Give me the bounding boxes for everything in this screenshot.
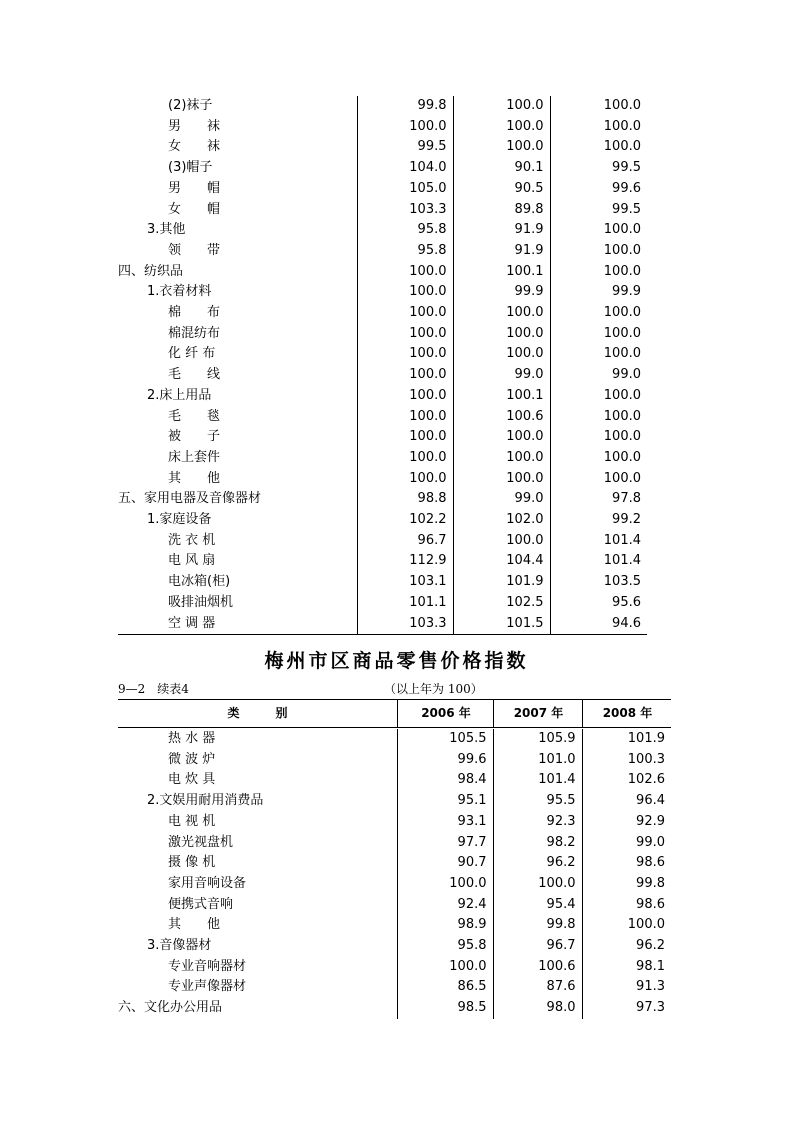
value-2007: 100.0 bbox=[453, 303, 550, 324]
header-2007: 2007 年 bbox=[493, 700, 583, 727]
value-2008: 98.6 bbox=[582, 895, 671, 916]
value-2008: 100.0 bbox=[550, 324, 647, 345]
value-2007: 90.5 bbox=[453, 179, 550, 200]
table-row bbox=[118, 572, 647, 593]
value-2006: 100.0 bbox=[357, 407, 453, 428]
value-2007: 91.9 bbox=[453, 241, 550, 262]
value-2006: 112.9 bbox=[357, 551, 453, 572]
table-row bbox=[118, 427, 647, 448]
value-2006: 95.8 bbox=[357, 241, 453, 262]
row-category: 专业音响器材 bbox=[168, 958, 247, 974]
table-row bbox=[118, 510, 647, 531]
value-2007: 100.0 bbox=[453, 324, 550, 345]
row-category: 化 纤 布 bbox=[168, 346, 216, 362]
value-2007: 100.0 bbox=[453, 427, 550, 448]
value-2006: 103.3 bbox=[357, 614, 453, 635]
row-category: 被 子 bbox=[168, 429, 221, 445]
row-category: (3)帽子 bbox=[168, 160, 213, 176]
value-2008: 99.8 bbox=[582, 874, 671, 895]
value-2008: 99.0 bbox=[550, 365, 647, 386]
table-row bbox=[118, 750, 671, 771]
value-2007: 99.0 bbox=[453, 365, 550, 386]
value-2007: 91.9 bbox=[453, 220, 550, 241]
value-2006: 97.7 bbox=[397, 833, 493, 854]
value-2008: 100.0 bbox=[550, 262, 647, 283]
price-index-table-continued bbox=[118, 96, 647, 635]
value-2008: 98.6 bbox=[582, 853, 671, 874]
value-2008: 102.6 bbox=[582, 770, 671, 791]
value-2008: 100.0 bbox=[550, 427, 647, 448]
price-index-table bbox=[118, 729, 671, 1019]
table-row bbox=[118, 344, 647, 365]
value-2006: 105.5 bbox=[397, 729, 493, 750]
value-2007: 99.8 bbox=[493, 915, 582, 936]
value-2007: 98.2 bbox=[493, 833, 582, 854]
table-row bbox=[118, 833, 671, 854]
row-category: 吸排油烟机 bbox=[168, 594, 234, 610]
row-category: 2.床上用品 bbox=[147, 387, 212, 403]
value-2006: 98.9 bbox=[397, 915, 493, 936]
table-row bbox=[118, 895, 671, 916]
value-2008: 99.6 bbox=[550, 179, 647, 200]
value-2006: 100.0 bbox=[357, 324, 453, 345]
value-2008: 100.0 bbox=[550, 137, 647, 158]
value-2006: 100.0 bbox=[357, 448, 453, 469]
value-2007: 105.9 bbox=[493, 729, 582, 750]
value-2006: 100.0 bbox=[357, 427, 453, 448]
table-row bbox=[118, 386, 647, 407]
row-category: 家用音响设备 bbox=[168, 875, 247, 891]
value-2007: 100.0 bbox=[493, 874, 582, 895]
value-2006: 98.4 bbox=[397, 770, 493, 791]
row-category: 电冰箱(柜) bbox=[168, 574, 231, 590]
value-2008: 97.3 bbox=[582, 998, 671, 1019]
value-2006: 100.0 bbox=[357, 117, 453, 138]
table-a-body bbox=[118, 96, 647, 635]
table-row bbox=[118, 998, 671, 1019]
value-2008: 100.0 bbox=[550, 407, 647, 428]
table-row bbox=[118, 915, 671, 936]
value-2007: 89.8 bbox=[453, 200, 550, 221]
table-row bbox=[118, 614, 647, 635]
table-row bbox=[118, 448, 647, 469]
value-2007: 101.9 bbox=[453, 572, 550, 593]
value-2006: 90.7 bbox=[397, 853, 493, 874]
value-2007: 95.5 bbox=[493, 791, 582, 812]
row-category: 棉 布 bbox=[168, 305, 221, 321]
value-2008: 100.3 bbox=[582, 750, 671, 771]
value-2008: 100.0 bbox=[550, 344, 647, 365]
table-row bbox=[118, 957, 671, 978]
row-category: 1.衣着材料 bbox=[147, 284, 212, 300]
value-2007: 102.5 bbox=[453, 593, 550, 614]
row-category: 电 风 扇 bbox=[168, 553, 216, 569]
header-2008: 2008 年 bbox=[582, 700, 672, 727]
value-2007: 100.6 bbox=[453, 407, 550, 428]
row-category: (2)袜子 bbox=[168, 98, 213, 113]
row-category: 四、纺织品 bbox=[118, 263, 184, 279]
table-number: 9—2 续表4 bbox=[118, 682, 189, 696]
value-2007: 100.1 bbox=[453, 262, 550, 283]
row-category: 领 带 bbox=[168, 242, 221, 258]
value-2008: 100.0 bbox=[550, 469, 647, 490]
value-2007: 96.2 bbox=[493, 853, 582, 874]
table-row bbox=[118, 812, 671, 833]
value-2008: 100.0 bbox=[550, 448, 647, 469]
value-2008: 103.5 bbox=[550, 572, 647, 593]
row-category: 其 他 bbox=[168, 470, 221, 486]
table-row bbox=[118, 365, 647, 386]
value-2008: 96.4 bbox=[582, 791, 671, 812]
value-2008: 100.0 bbox=[582, 915, 671, 936]
value-2006: 100.0 bbox=[357, 469, 453, 490]
row-category: 电 视 机 bbox=[168, 813, 216, 829]
value-2008: 99.9 bbox=[550, 282, 647, 303]
value-2006: 98.8 bbox=[357, 489, 453, 510]
row-category: 摄 像 机 bbox=[168, 855, 216, 871]
table-row bbox=[118, 853, 671, 874]
value-2007: 98.0 bbox=[493, 998, 582, 1019]
value-2006: 100.0 bbox=[357, 386, 453, 407]
base-year-note: （以上年为 100） bbox=[384, 682, 483, 696]
row-category: 电 炊 具 bbox=[168, 772, 216, 788]
table-row bbox=[118, 262, 647, 283]
value-2006: 100.0 bbox=[357, 344, 453, 365]
table-row bbox=[118, 770, 671, 791]
row-category: 洗 衣 机 bbox=[168, 532, 216, 548]
value-2007: 95.4 bbox=[493, 895, 582, 916]
value-2006: 95.8 bbox=[357, 220, 453, 241]
value-2006: 92.4 bbox=[397, 895, 493, 916]
value-2008: 101.9 bbox=[582, 729, 671, 750]
value-2006: 104.0 bbox=[357, 158, 453, 179]
value-2008: 96.2 bbox=[582, 936, 671, 957]
table-row bbox=[118, 593, 647, 614]
value-2007: 101.5 bbox=[453, 614, 550, 635]
value-2006: 100.0 bbox=[357, 282, 453, 303]
value-2007: 96.7 bbox=[493, 936, 582, 957]
row-category: 六、文化办公用品 bbox=[118, 1000, 223, 1016]
table-row bbox=[118, 489, 647, 510]
row-category: 激光视盘机 bbox=[168, 834, 234, 850]
value-2007: 92.3 bbox=[493, 812, 582, 833]
value-2008: 99.2 bbox=[550, 510, 647, 531]
row-category: 3.其他 bbox=[147, 222, 186, 238]
value-2007: 101.0 bbox=[493, 750, 582, 771]
row-category: 五、家用电器及音像器材 bbox=[118, 491, 262, 507]
value-2008: 100.0 bbox=[550, 96, 647, 117]
value-2007: 99.0 bbox=[453, 489, 550, 510]
row-category: 空 调 器 bbox=[168, 615, 216, 631]
value-2006: 99.6 bbox=[397, 750, 493, 771]
value-2007: 99.9 bbox=[453, 282, 550, 303]
value-2006: 100.0 bbox=[357, 365, 453, 386]
table-row bbox=[118, 551, 647, 572]
table-row bbox=[118, 936, 671, 957]
row-category: 微 波 炉 bbox=[168, 751, 216, 767]
row-category: 毛 线 bbox=[168, 367, 221, 383]
table-row bbox=[118, 469, 647, 490]
row-category: 女 袜 bbox=[168, 139, 221, 155]
table-row bbox=[118, 200, 647, 221]
value-2008: 94.6 bbox=[550, 614, 647, 635]
value-2007: 100.1 bbox=[453, 386, 550, 407]
table-row bbox=[118, 96, 647, 117]
table-row bbox=[118, 282, 647, 303]
row-category: 女 帽 bbox=[168, 201, 221, 217]
table-row bbox=[118, 241, 647, 262]
value-2007: 100.0 bbox=[453, 469, 550, 490]
value-2008: 100.0 bbox=[550, 117, 647, 138]
table-b-body bbox=[118, 729, 671, 1019]
table-row bbox=[118, 874, 671, 895]
value-2006: 103.3 bbox=[357, 200, 453, 221]
row-category: 1.家庭设备 bbox=[147, 512, 212, 528]
value-2006: 99.5 bbox=[357, 137, 453, 158]
value-2007: 90.1 bbox=[453, 158, 550, 179]
row-category: 便携式音响 bbox=[168, 896, 234, 912]
page-title: 梅州市区商品零售价格指数 bbox=[264, 650, 529, 672]
value-2007: 100.0 bbox=[453, 137, 550, 158]
value-2007: 102.0 bbox=[453, 510, 550, 531]
value-2006: 100.0 bbox=[397, 874, 493, 895]
value-2006: 102.2 bbox=[357, 510, 453, 531]
value-2008: 100.0 bbox=[550, 303, 647, 324]
value-2006: 105.0 bbox=[357, 179, 453, 200]
value-2007: 100.0 bbox=[453, 117, 550, 138]
value-2007: 100.6 bbox=[493, 957, 582, 978]
value-2007: 100.0 bbox=[453, 344, 550, 365]
value-2006: 98.5 bbox=[397, 998, 493, 1019]
value-2008: 92.9 bbox=[582, 812, 671, 833]
value-2006: 95.1 bbox=[397, 791, 493, 812]
value-2008: 97.8 bbox=[550, 489, 647, 510]
value-2008: 101.4 bbox=[550, 551, 647, 572]
row-category: 其 他 bbox=[168, 917, 221, 933]
table-row bbox=[118, 117, 647, 138]
row-category: 热 水 器 bbox=[168, 731, 216, 746]
table-row bbox=[118, 324, 647, 345]
value-2007: 104.4 bbox=[453, 551, 550, 572]
value-2008: 99.5 bbox=[550, 200, 647, 221]
value-2006: 96.7 bbox=[357, 531, 453, 552]
value-2006: 100.0 bbox=[397, 957, 493, 978]
value-2006: 101.1 bbox=[357, 593, 453, 614]
row-category: 男 帽 bbox=[168, 180, 221, 196]
table-row bbox=[118, 729, 671, 750]
value-2008: 91.3 bbox=[582, 977, 671, 998]
row-category: 毛 毯 bbox=[168, 408, 221, 424]
table-row bbox=[118, 158, 647, 179]
value-2008: 100.0 bbox=[550, 220, 647, 241]
value-2006: 100.0 bbox=[357, 303, 453, 324]
value-2007: 101.4 bbox=[493, 770, 582, 791]
row-category: 2.文娱用耐用消费品 bbox=[147, 793, 264, 809]
value-2008: 100.0 bbox=[550, 241, 647, 262]
row-category: 专业声像器材 bbox=[168, 979, 247, 995]
value-2006: 95.8 bbox=[397, 936, 493, 957]
table-header bbox=[118, 699, 671, 728]
value-2008: 101.4 bbox=[550, 531, 647, 552]
table-row bbox=[118, 303, 647, 324]
value-2007: 100.0 bbox=[453, 531, 550, 552]
value-2006: 103.1 bbox=[357, 572, 453, 593]
header-2006: 2006 年 bbox=[397, 700, 494, 727]
value-2006: 100.0 bbox=[357, 262, 453, 283]
value-2007: 100.0 bbox=[453, 96, 550, 117]
row-category: 棉混纺布 bbox=[168, 325, 221, 341]
value-2008: 98.1 bbox=[582, 957, 671, 978]
value-2007: 100.0 bbox=[453, 448, 550, 469]
table-row bbox=[118, 137, 647, 158]
row-category: 床上套件 bbox=[168, 449, 221, 465]
table-row bbox=[118, 179, 647, 200]
value-2007: 87.6 bbox=[493, 977, 582, 998]
value-2008: 99.5 bbox=[550, 158, 647, 179]
table-row bbox=[118, 791, 671, 812]
value-2006: 86.5 bbox=[397, 977, 493, 998]
value-2008: 95.6 bbox=[550, 593, 647, 614]
value-2008: 99.0 bbox=[582, 833, 671, 854]
row-category: 男 袜 bbox=[168, 118, 221, 134]
value-2006: 99.8 bbox=[357, 96, 453, 117]
header-category: 类 别 bbox=[227, 706, 288, 720]
table-row bbox=[118, 407, 647, 428]
row-category: 3.音像器材 bbox=[147, 938, 212, 954]
value-2008: 100.0 bbox=[550, 386, 647, 407]
table-row bbox=[118, 220, 647, 241]
value-2006: 93.1 bbox=[397, 812, 493, 833]
table-row bbox=[118, 531, 647, 552]
table-row bbox=[118, 977, 671, 998]
